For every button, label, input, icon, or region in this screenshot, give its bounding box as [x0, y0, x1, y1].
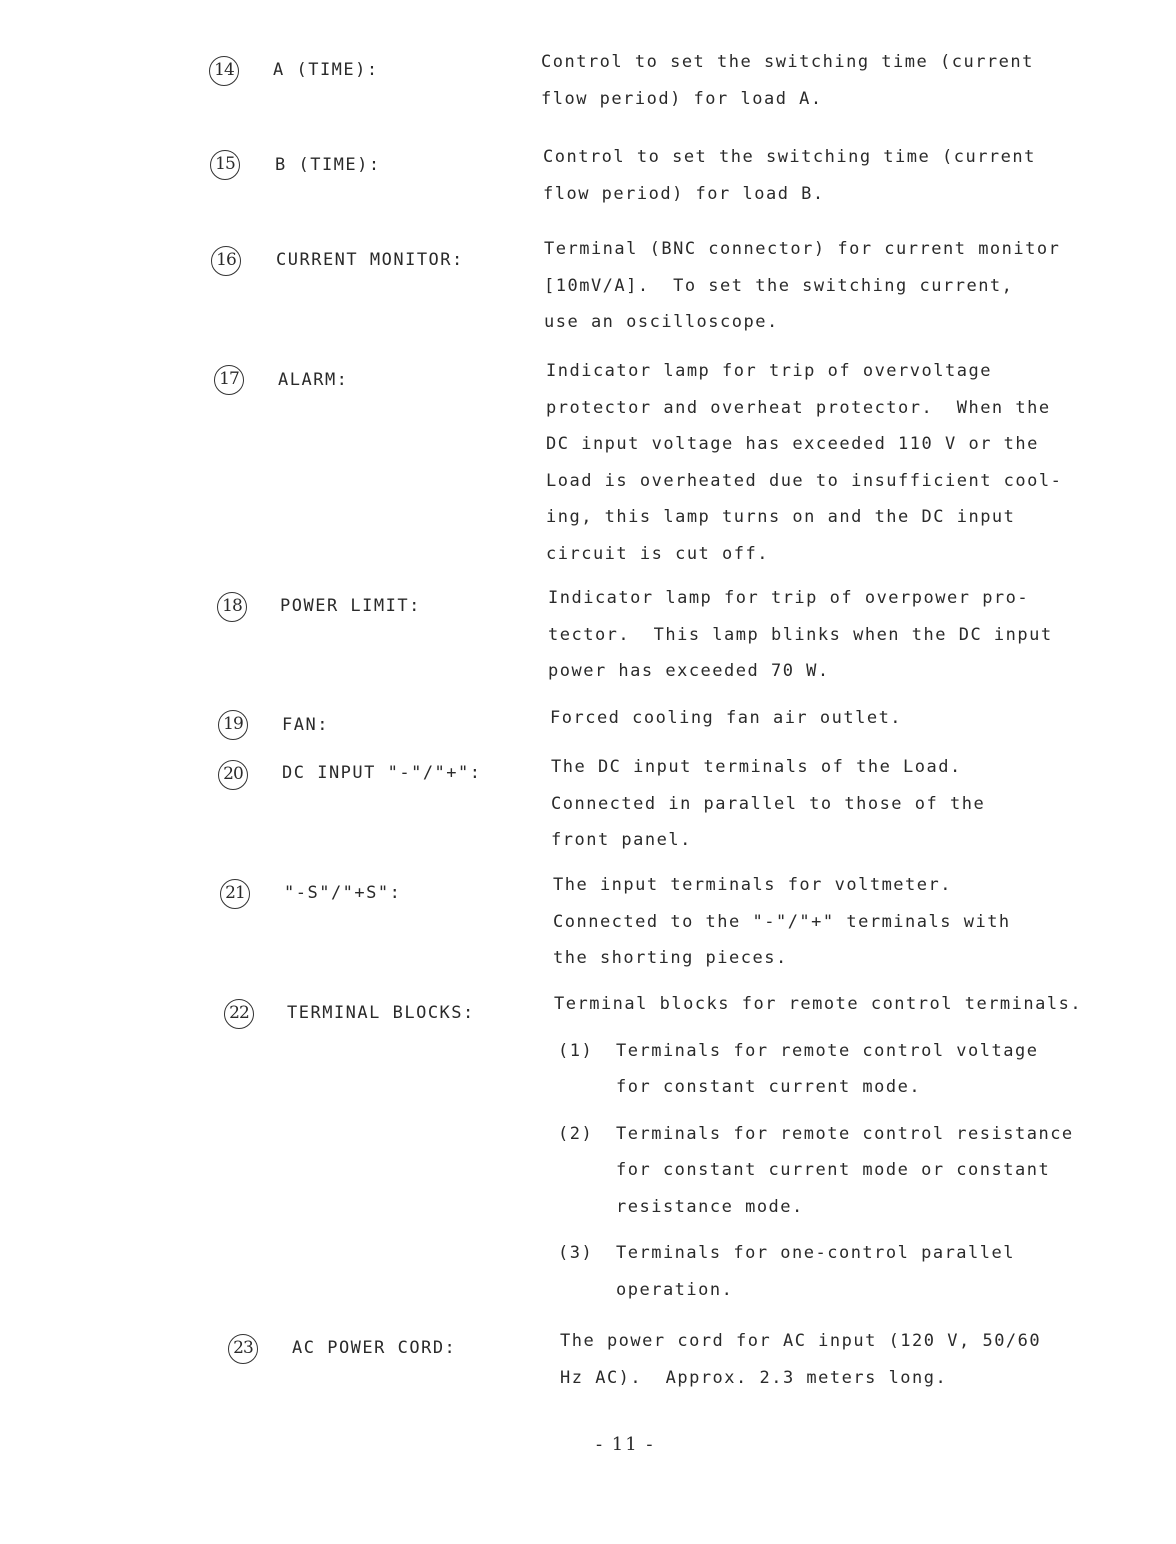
- sub-item-2: [554, 1116, 1154, 1226]
- item-label: B (TIME):: [275, 155, 381, 175]
- sub-item-mark: (1): [558, 1040, 594, 1061]
- description-line: flow period) for load B.: [543, 183, 825, 204]
- item-number: 22: [224, 999, 254, 1029]
- sub-item-1: [554, 1033, 1154, 1106]
- description-line: Connected to the "-"/"+" terminals with: [553, 911, 1011, 932]
- item-label: FAN:: [282, 715, 329, 735]
- item-description: [543, 139, 1103, 212]
- description-line: use an oscilloscope.: [544, 312, 779, 332]
- item-number: 15: [210, 150, 240, 180]
- description-line: Control to set the switching time (current: [541, 52, 1034, 72]
- item-number: 21: [220, 879, 250, 909]
- item-description: [548, 580, 1108, 690]
- description-line: Terminals for remote control resistance: [616, 1123, 1074, 1144]
- description-line: circuit is cut off.: [546, 543, 769, 564]
- item-number: 18: [217, 592, 247, 622]
- item-number: 14: [209, 56, 239, 86]
- item-description: [550, 700, 1110, 737]
- description-line: Terminal (BNC connector) for current monitor: [544, 239, 1061, 259]
- item-label: TERMINAL BLOCKS:: [287, 1003, 475, 1023]
- description-line: flow period) for load A.: [541, 88, 823, 109]
- description-line: the shorting pieces.: [553, 948, 788, 968]
- item-number: 19: [218, 710, 248, 740]
- sub-item-mark: (3): [558, 1243, 594, 1263]
- description-line: ing, this lamp turns on and the DC input: [546, 507, 1016, 527]
- item-label: AC POWER CORD:: [292, 1338, 457, 1358]
- description-line: [10mV/A]. To set the switching current,: [544, 275, 1014, 296]
- item-description: [560, 1323, 1120, 1396]
- item-label: CURRENT MONITOR:: [276, 250, 464, 270]
- description-line: resistance mode.: [616, 1196, 804, 1217]
- description-line: Load is overheated due to insufficient cool-: [546, 470, 1063, 491]
- description-line: for constant current mode or constant: [616, 1160, 1051, 1180]
- description-line: The power cord for AC input (120 V, 50/60: [560, 1331, 1042, 1351]
- sub-item-mark: (2): [558, 1123, 594, 1144]
- item-label: ALARM:: [278, 370, 349, 390]
- description-line: Forced cooling fan air outlet.: [550, 708, 903, 728]
- description-line: Terminal blocks for remote control terminals.: [554, 994, 1083, 1014]
- description-line: operation.: [616, 1279, 734, 1300]
- item-label: A (TIME):: [273, 60, 379, 80]
- item-number: 16: [211, 246, 241, 276]
- item-description: [554, 986, 1154, 1308]
- description-line: front panel.: [551, 830, 692, 850]
- item-label: POWER LIMIT:: [280, 596, 421, 616]
- item-number: 17: [214, 365, 244, 395]
- sub-item-3: [554, 1235, 1154, 1308]
- item-description: [541, 44, 1101, 117]
- description-line: Terminals for one-control parallel: [616, 1243, 1015, 1263]
- description-line: Terminals for remote control voltage: [616, 1040, 1039, 1061]
- description-line: Connected in parallel to those of the: [551, 793, 986, 814]
- description-line: The DC input terminals of the Load.: [551, 757, 962, 777]
- description-line: tector. This lamp blinks when the DC input: [548, 624, 1053, 645]
- description-line: Hz AC). Approx. 2.3 meters long.: [560, 1367, 948, 1388]
- description-line: Control to set the switching time (current: [543, 147, 1036, 167]
- item-description: [546, 353, 1106, 572]
- description-line: Indicator lamp for trip of overvoltage: [546, 361, 992, 381]
- description-line: for constant current mode.: [616, 1077, 922, 1097]
- item-description: [551, 749, 1111, 859]
- item-description: [553, 867, 1113, 977]
- item-number: 23: [228, 1334, 258, 1364]
- description-line: power has exceeded 70 W.: [548, 661, 830, 681]
- description-line: The input terminals for voltmeter.: [553, 875, 952, 895]
- description-line: Indicator lamp for trip of overpower pro-: [548, 588, 1030, 608]
- description-line: DC input voltage has exceeded 110 V or the: [546, 434, 1039, 454]
- item-label: "-S"/"+S":: [284, 883, 402, 903]
- page-number: - 11 -: [596, 1434, 655, 1455]
- item-label: DC INPUT "-"/"+":: [282, 763, 482, 783]
- item-number: 20: [218, 760, 248, 790]
- item-description: [544, 231, 1104, 341]
- description-line: protector and overheat protector. When the: [546, 397, 1051, 418]
